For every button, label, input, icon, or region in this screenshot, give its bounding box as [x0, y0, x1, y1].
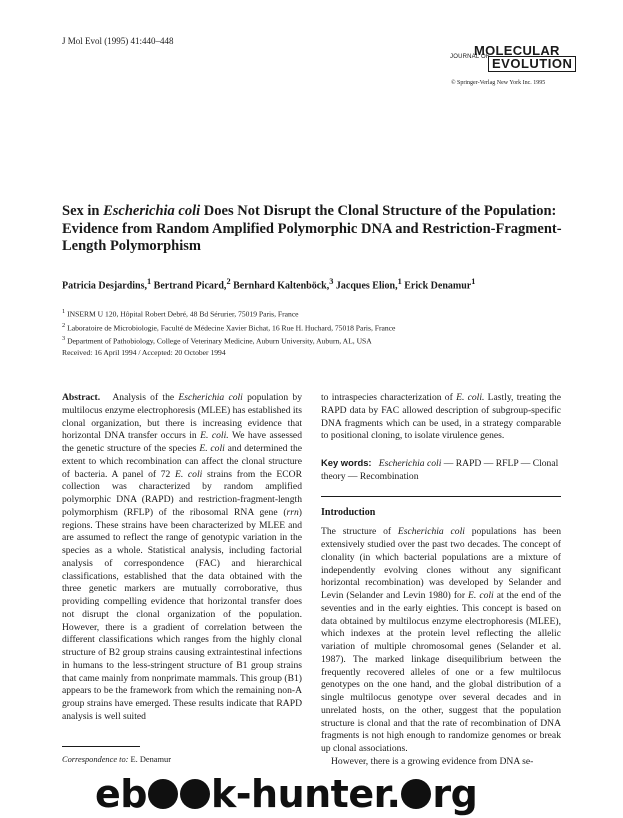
author: Bertrand Picard,: [153, 280, 227, 292]
keywords-label: Key words:: [321, 457, 372, 468]
journal-citation: J Mol Evol (1995) 41:440–448: [62, 36, 174, 46]
footnote-divider: [62, 746, 140, 747]
affiliation: $^3$ Department of Pathobiology, College of Veterinary Medicine, Auburn University, Auburn, AL, USA: [62, 335, 372, 346]
author: Patricia Desjardins,: [62, 280, 147, 292]
introduction-heading: Introduction: [321, 506, 376, 518]
logo-evolution: EVOLUTION: [488, 56, 576, 72]
abstract: Abstract. Analysis of the Escherichia coli population by multilocus enzyme electrophoresis (MLEE) has established its clonal organization, but there is increasing evidence that horizontal DNA transfer occurs in E. coli. We have assessed the genetic structure of the species E. coli and determined the extent to which recombination can affect the clonal structure of bacteria. A panel of 72 E. coli strains from the ECOR collection was characterized by random amplified polymorphic DNA (RAPD) and restriction-fragment-length polymorphism (RFLP) of the ribosomal RNA gene (rrn) regions. These strains have been characterized by MLEE and are assumed to reflect the range of genotypic variation in the species as a whole. Statistical analysis, including factorial analysis of correspondence (FAC) and hierarchical classifications, established that the data obtained with the three genetic markers are mutually corroborative, thus providing compelling evidence that horizontal transfer does not disrupt the clonal organization of the population. However, there is a gradient of correlation between the different classifications which ranges from the highly clonal structure of B2 group strains causing extraintestinal infections in humans to the less-stringent structure of B1 group strains that came mainly from nonprimate mammals. This group (B1) appears to be the framework from which the remaining non-A group strains have emerged. These results indicate that RAPD analysis is well suited: [62, 392, 303, 722]
introduction-paragraph-2: However, there is a growing evidence from DNA se-: [331, 755, 534, 767]
article-title: Sex in Escherichia coli Does Not Disrupt the Clonal Structure of the Population: Evidence from Random Amplified Polymorphic DNA and Restriction-Fragment-Length Polymorphism: [62, 203, 562, 254]
introduction-paragraph: The structure of Escherichia coli populations has been extensively studied over the past two decades. The concept of clonality (in which bacterial populations are a mixture of independently evolving clones without any significant horizontal recombination) was developed by Selander and Levin (Selander and Levin 1980) for E. coli at the end of the seventies and in the early eighties. This concept is based on data obtained by multilocus enzyme electrophoresis (MLEE), which indexes at the protein level reflecting the allelic variation of multiple chromosomal genes (Selander et al. 1987). The marked linkage disequilibrium between the frequently recovered alleles of one or a few multilocus genotypes on the one hand, and the global distribution of a single multilocus genotype over several decades and in unrelated hosts, on the other, suggest that the population structure is clonal and that the rate of recombination of DNA fragments is not high enough to randomize genomes or break up clonal associations.: [321, 526, 562, 754]
abstract-label: Abstract.: [62, 392, 101, 403]
journal-logo: [450, 43, 573, 73]
watermark-o-glyph: [148, 779, 178, 809]
correspondence-footnote: Correspondence to: E. Denamur: [62, 755, 172, 764]
author: Erick Denamur: [404, 280, 472, 292]
affiliation: $^2$ Laboratoire de Microbiologie, Faculté de Médecine Xavier Bichat, 16 Rue H. Huchard, 75018 Paris, France: [62, 321, 396, 333]
author: Bernhard Kaltenböck,: [233, 280, 330, 292]
author: Jacques Elion,: [335, 280, 398, 292]
received-dates: Received: 16 April 1994 / Accepted: 20 October 1994: [62, 348, 226, 357]
site-watermark: eb k-hunter. rg: [95, 772, 478, 816]
keywords: Key words: Escherichia coli — RAPD — RFLP — Clonal theory — Recombination: [321, 457, 559, 482]
abstract-column-left: [62, 392, 302, 724]
watermark-o-glyph: [180, 779, 210, 809]
copyright-notice: © Springer-Verlag New York Inc. 1995: [451, 80, 546, 86]
watermark-o-glyph: [401, 779, 431, 809]
logo-molecular: MOLECULAR: [474, 43, 560, 58]
title-species: Escherichia coli: [103, 203, 201, 219]
column-right: [321, 392, 561, 769]
section-divider: [321, 496, 561, 497]
affiliation: $^1$ INSERM U 120, Hôpital Robert Debré, 48 Bd Sérurier, 75019 Paris, France: [62, 308, 299, 319]
logo-prefix: JOURNAL OF: [450, 54, 490, 60]
abstract-continued: to intraspecies characterization of E. coli. Lastly, treating the RAPD data by FAC allowed description of subgroup-specific DNA fragments which can be used, in a strategy comparable to positional cloning, to isolate virulence genes.: [321, 392, 561, 442]
affiliations: [62, 306, 562, 347]
author-list: Patricia Desjardins,$^1$ Bertrand Picard,$^2$ Bernhard Kaltenböck,$^3$ Jacques Elion,$^1$ Erick Denamur$^1$: [62, 277, 476, 292]
